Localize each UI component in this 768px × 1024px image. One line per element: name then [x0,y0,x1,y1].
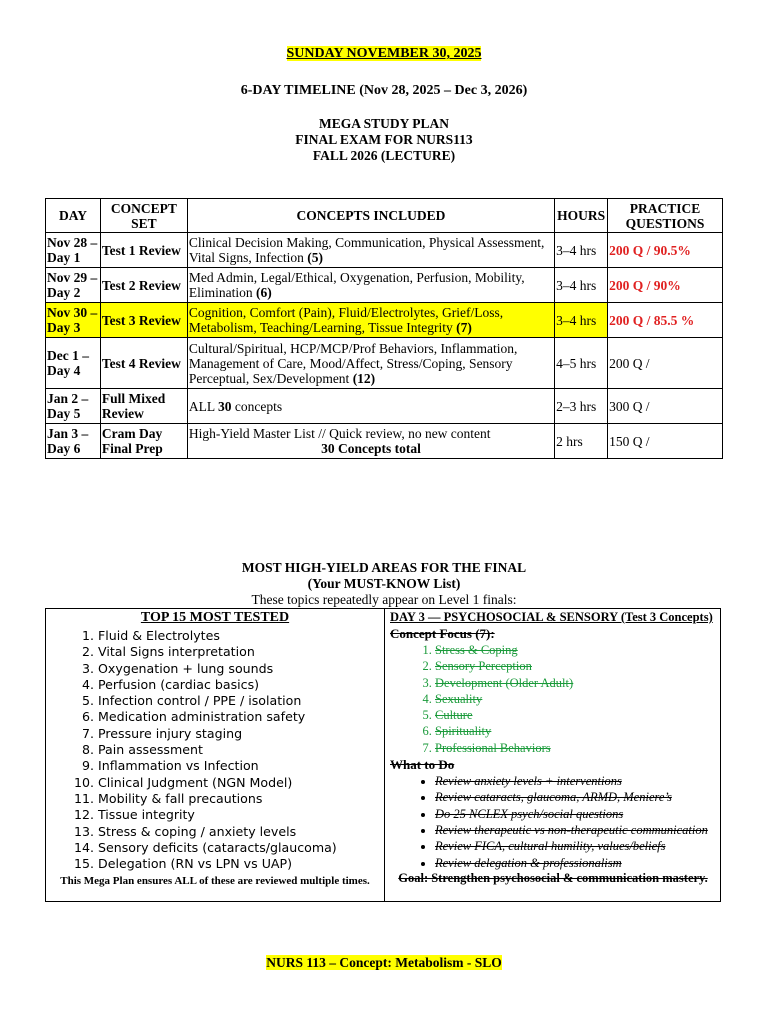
list-item: 11. Mobility & fall precautions [98,791,384,807]
row-practice: 200 Q / [608,338,723,389]
day3-column [385,609,721,901]
high-yield-intro: These topics repeatedly appear on Level 1 finals: [251,592,517,607]
row-concepts: ALL 30 concepts [187,389,554,424]
plan-heading-line2: FINAL EXAM FOR NURS113 [295,132,473,147]
timeline-heading: 6-DAY TIMELINE (Nov 28, 2025 – Dec 3, 2026) [240,83,528,98]
row-set: Full Mixed Review [100,389,187,424]
day3-title: DAY 3 — PSYCHOSOCIAL & SENSORY (Test 3 Concepts) [390,610,713,624]
row-set: Cram Day Final Prep [100,424,187,459]
list-item: 5. Culture [435,707,721,723]
concepts-total: 30 Concepts total [321,441,421,456]
list-item: 2. Sensory Perception [435,658,721,674]
list-item: 12. Tissue integrity [98,807,384,823]
plan-heading-line1: MEGA STUDY PLAN [318,116,449,131]
date-heading-text: SUNDAY NOVEMBER 30, 2025 [286,46,482,61]
header-practice: PRACTICE QUESTIONS [608,199,723,233]
list-item: 7. Pressure injury staging [98,726,384,742]
row-hours: 3–4 hrs [555,233,608,268]
day3-todo-list [385,773,721,871]
row-day: Jan 2 – Day 5 [46,389,101,424]
high-yield-heading [0,560,768,608]
date-heading [0,46,768,62]
slo-heading-text: NURS 113 – Concept: Metabolism - SLO [266,955,502,970]
row-set: Test 1 Review [100,233,187,268]
list-item: 15. Delegation (RN vs LPN vs UAP) [98,856,384,872]
schedule-table [45,198,723,459]
list-item: • Review therapeutic vs non-therapeutic communication [435,822,721,838]
table-row [46,233,723,268]
table-row [46,338,723,389]
row-practice: 200 Q / 90.5% [608,233,723,268]
row-concepts: Clinical Decision Making, Communication, Physical Assessment, Vital Signs, Infection (5) [187,233,554,268]
row-concepts: High-Yield Master List // Quick review, no new content 30 Concepts total [187,424,554,459]
day3-concept-list [385,642,721,756]
list-item: 4. Sexuality [435,691,721,707]
header-hours: HOURS [555,199,608,233]
what-to-do-label: What to Do [390,757,455,773]
table-row [46,389,723,424]
row-day: Dec 1 – Day 4 [46,338,101,389]
list-item: • Review delegation & professionalism [435,855,721,871]
list-item: 6. Medication administration safety [98,709,384,725]
list-item: • Review cataracts, glaucoma, ARMD, Meniere’s [435,789,721,805]
header-concept-set: CONCEPT SET [100,199,187,233]
row-set: Test 3 Review [100,303,187,338]
slo-heading [0,955,768,971]
schedule-header-row [46,199,723,233]
row-practice: 300 Q / [608,389,723,424]
high-yield-title: MOST HIGH-YIELD AREAS FOR THE FINAL [241,560,527,575]
row-hours: 4–5 hrs [555,338,608,389]
row-concepts: Cognition, Comfort (Pain), Fluid/Electrolytes, Grief/Loss, Metabolism, Teaching/Learning, Tissue Integrity (7) [187,303,554,338]
row-set: Test 2 Review [100,268,187,303]
list-item: 7. Professional Behaviors [435,740,721,756]
row-practice: 200 Q / 90% [608,268,723,303]
top15-list [46,628,384,872]
row-concepts: Med Admin, Legal/Ethical, Oxygenation, Perfusion, Mobility, Elimination (6) [187,268,554,303]
list-item: 3. Development (Older Adult) [435,675,721,691]
header-day: DAY [46,199,101,233]
list-item: 3. Oxygenation + lung sounds [98,661,384,677]
list-item: 5. Infection control / PPE / isolation [98,693,384,709]
day3-goal: Goal: Strengthen psychosocial & communication mastery. [398,870,708,885]
high-yield-box [45,608,721,902]
top15-column [46,609,385,901]
concept-focus-label: Concept Focus (7): [390,626,495,641]
high-yield-subtitle: (Your MUST-KNOW List) [307,576,461,591]
header-concepts: CONCEPTS INCLUDED [187,199,554,233]
list-item: • Do 25 NCLEX psych/social questions [435,806,721,822]
row-day: Nov 30 – Day 3 [46,303,101,338]
row-concepts: Cultural/Spiritual, HCP/MCP/Prof Behaviors, Inflammation, Management of Care, Mood/Affect, Stress/Coping, Sensory Perceptual, Sex/Development (12) [187,338,554,389]
table-row [46,268,723,303]
row-hours: 2 hrs [555,424,608,459]
list-item: 13. Stress & coping / anxiety levels [98,824,384,840]
list-item: 10. Clinical Judgment (NGN Model) [98,775,384,791]
row-hours: 3–4 hrs [555,303,608,338]
list-item: • Review anxiety levels + interventions [435,773,721,789]
list-item: 8. Pain assessment [98,742,384,758]
row-hours: 2–3 hrs [555,389,608,424]
row-practice: 150 Q / [608,424,723,459]
list-item: 6. Spirituality [435,723,721,739]
list-item: 1. Stress & Coping [435,642,721,658]
row-day: Nov 28 – Day 1 [46,233,101,268]
row-day: Nov 29 – Day 2 [46,268,101,303]
list-item: 1. Fluid & Electrolytes [98,628,384,644]
plan-heading-line3: FALL 2026 (LECTURE) [312,148,456,163]
table-row-highlighted [46,303,723,338]
list-item: • Review FICA, cultural humility, values/beliefs [435,838,721,854]
row-hours: 3–4 hrs [555,268,608,303]
list-item: 4. Perfusion (cardiac basics) [98,677,384,693]
table-row [46,424,723,459]
row-practice: 200 Q / 85.5 % [608,303,723,338]
row-set: Test 4 Review [100,338,187,389]
list-item: 14. Sensory deficits (cataracts/glaucoma) [98,840,384,856]
plan-heading [0,116,768,164]
list-item: 9. Inflammation vs Infection [98,758,384,774]
row-day: Jan 3 – Day 6 [46,424,101,459]
top15-title: TOP 15 MOST TESTED [140,610,290,625]
list-item: 2. Vital Signs interpretation [98,644,384,660]
top15-footnote: This Mega Plan ensures ALL of these are reviewed multiple times. [60,875,370,888]
